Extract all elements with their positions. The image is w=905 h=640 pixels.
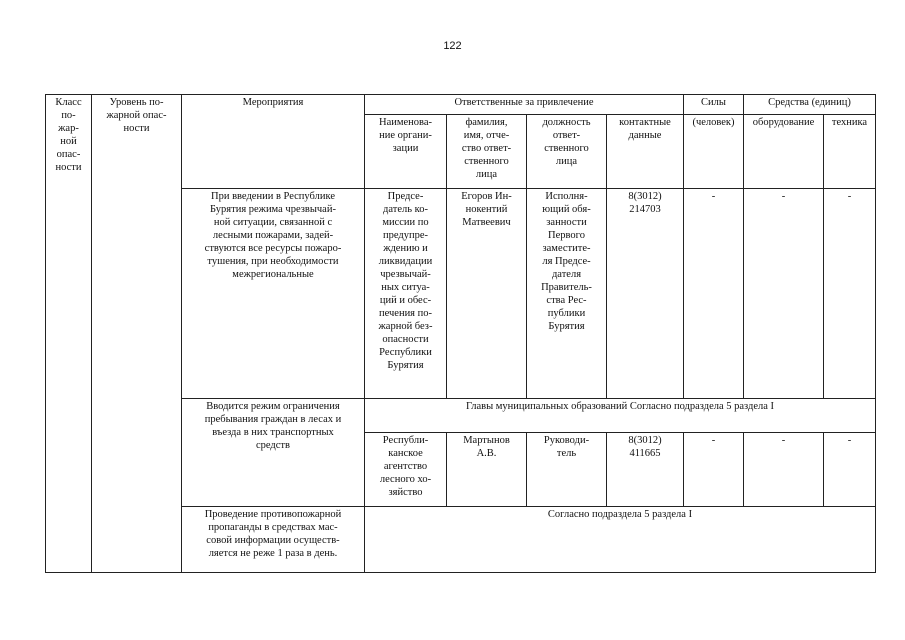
- header-means: Средства (единиц): [744, 95, 876, 115]
- header-position: должность ответ- ственного лица: [527, 115, 607, 189]
- equipment-cell: -: [744, 189, 824, 399]
- page-number: 122: [443, 40, 462, 52]
- name-cell: Мартынов А.В.: [447, 433, 527, 507]
- technique-cell: -: [824, 433, 876, 507]
- span-text-cell: Согласно подраздела 5 раздела I: [365, 507, 876, 573]
- header-row-1: [46, 95, 876, 115]
- position-cell: Исполня- ющий обя- занности Первого заместите- ля Предсе- дателя Правитель- ства Рес- публики Бурятия: [527, 189, 607, 399]
- header-measures: Мероприятия: [182, 95, 365, 189]
- position-cell: Руководи- тель: [527, 433, 607, 507]
- header-people: (человек): [684, 115, 744, 189]
- header-class: Класс по- жар- ной опас- ности: [46, 95, 92, 573]
- header-contacts: контактные данные: [607, 115, 684, 189]
- equipment-cell: -: [744, 433, 824, 507]
- header-equipment: оборудование: [744, 115, 824, 189]
- org-cell: Предсе- датель ко- миссии по предупре- ждению и ликвидации чрезвычай- ных ситуа- ций и обес- печения по- жарной без- опасности Республики Бурятия: [365, 189, 447, 399]
- header-org-name: Наименова- ние органи- зации: [365, 115, 447, 189]
- measure-cell: Проведение противопожарной пропаганды в средствах мас- совой информации осуществ- ляется не реже 1 раза в день.: [182, 507, 365, 573]
- technique-cell: -: [824, 189, 876, 399]
- header-level: Уровень по- жарной опас- ности: [92, 95, 182, 573]
- header-forces: Силы: [684, 95, 744, 115]
- forces-cell: -: [684, 189, 744, 399]
- header-full-name: фамилия, имя, отче- ство ответ- ственного лица: [447, 115, 527, 189]
- measure-cell: Вводится режим ограничения пребывания граждан в лесах и въезда в них транспортных средств: [182, 399, 365, 507]
- measure-cell: При введении в Республике Бурятия режима чрезвычай- ной ситуации, связанной с лесными пожарами, задей- ствуются все ресурсы пожаро- тушения, при необходимости межрегиональные: [182, 189, 365, 399]
- name-cell: Егоров Ин- нокентий Матвеевич: [447, 189, 527, 399]
- contact-cell: 8(3012) 411665: [607, 433, 684, 507]
- fire-measures-table: [45, 94, 876, 573]
- contact-cell: 8(3012) 214703: [607, 189, 684, 399]
- header-technique: техника: [824, 115, 876, 189]
- forces-cell: -: [684, 433, 744, 507]
- span-text-cell: Главы муниципальных образований Согласно подраздела 5 раздела I: [365, 399, 876, 433]
- header-responsible: Ответственные за привлечение: [365, 95, 684, 115]
- org-cell: Республи- канское агентство лесного хо- зяйство: [365, 433, 447, 507]
